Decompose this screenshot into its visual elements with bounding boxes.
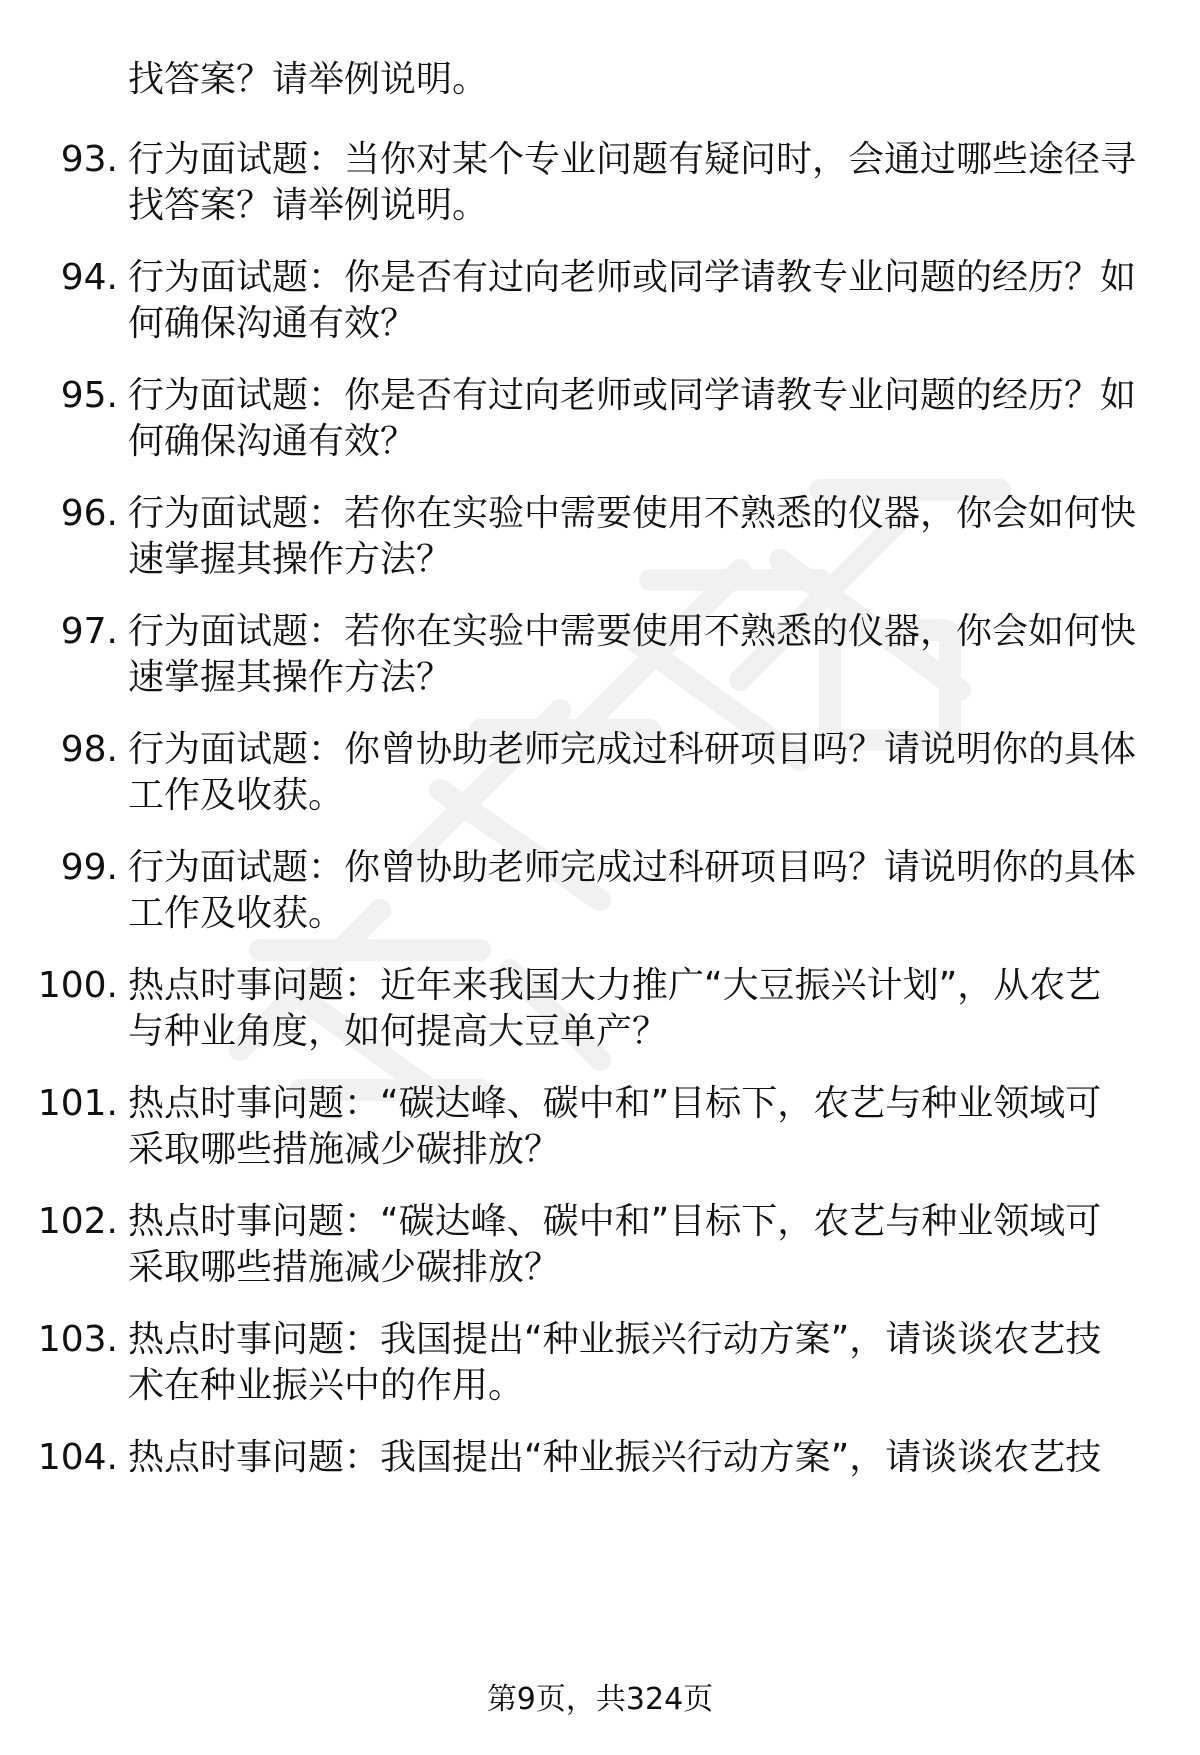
item-text-line: 速掌握其操作方法？ [128,539,453,580]
item-text-line: 采取哪些措施减少碳排放？ [128,1247,561,1288]
item-text-line: 热点时事问题：我国提出“种业振兴行动方案”，请谈谈农艺技 [128,1437,1102,1478]
item-number: 98. [60,729,118,770]
item-text-line: 热点时事问题：我国提出“种业振兴行动方案”，请谈谈农艺技 [128,1319,1102,1360]
item-text-line: 行为面试题：你是否有过向老师或同学请教专业问题的经历？如 [128,375,1137,416]
item-number: 100. [37,965,118,1006]
item-text-line: 采取哪些措施减少碳排放？ [128,1129,561,1170]
item-text-line: 热点时事问题：近年来我国大力推广“大豆振兴计划”，从农艺 [128,965,1102,1006]
item-number: 104. [37,1437,118,1478]
item-text-line: 行为面试题：你曾协助老师完成过科研项目吗？请说明你的具体 [128,729,1137,770]
item-number: 94. [60,257,118,298]
item-text-line: 何确保沟通有效？ [128,303,417,344]
item-text-line: 速掌握其操作方法？ [128,657,453,698]
continued-text-line: 找答案？请举例说明。 [128,59,489,100]
item-number: 101. [37,1083,118,1124]
item-text-line: 与种业角度，如何提高大豆单产？ [128,1011,669,1052]
item-number: 93. [60,139,118,180]
item-text-line: 行为面试题：若你在实验中需要使用不熟悉的仪器，你会如何快 [128,493,1137,534]
item-text-line: 工作及收获。 [128,893,345,934]
page-footer: 第9页，共324页 [486,1682,714,1717]
item-text-line: 工作及收获。 [128,775,345,816]
item-text-line: 行为面试题：你是否有过向老师或同学请教专业问题的经历？如 [128,257,1137,298]
item-text-line: 找答案？请举例说明。 [128,185,489,226]
item-number: 95. [60,375,118,416]
item-text-line: 术在种业振兴中的作用。 [128,1365,525,1406]
item-number: 96. [60,493,118,534]
item-number: 97. [60,611,118,652]
item-number: 103. [37,1319,118,1360]
item-text-line: 热点时事问题：“碳达峰、碳中和”目标下，农艺与种业领域可 [128,1201,1102,1242]
item-text-line: 行为面试题：若你在实验中需要使用不熟悉的仪器，你会如何快 [128,611,1137,652]
item-text-line: 行为面试题：你曾协助老师完成过科研项目吗？请说明你的具体 [128,847,1137,888]
item-number: 99. [60,847,118,888]
item-text-line: 热点时事问题：“碳达峰、碳中和”目标下，农艺与种业领域可 [128,1083,1102,1124]
item-text-line: 行为面试题：当你对某个专业问题有疑问时，会通过哪些途径寻 [128,139,1137,180]
item-number: 102. [37,1201,118,1242]
item-text-line: 何确保沟通有效？ [128,421,417,462]
